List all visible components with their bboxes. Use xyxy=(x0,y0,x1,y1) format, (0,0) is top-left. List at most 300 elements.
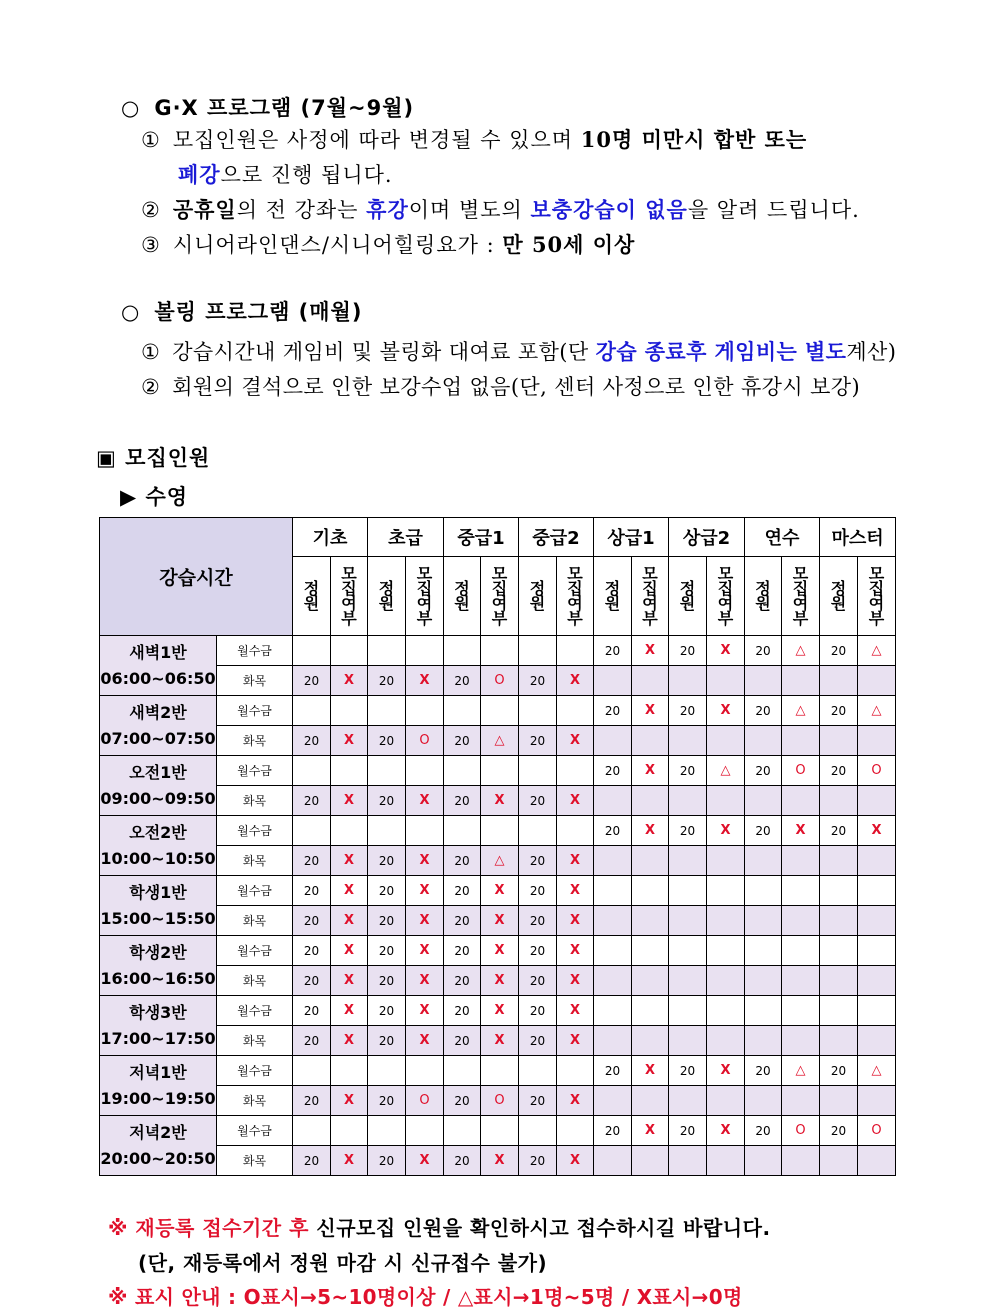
capacity-cell xyxy=(745,1146,782,1176)
capacity-cell xyxy=(820,666,858,696)
capacity-cell xyxy=(444,756,481,786)
table-row xyxy=(100,1146,896,1176)
gx-item-1-cont xyxy=(178,159,393,189)
capacity-cell xyxy=(519,636,557,666)
status-cell xyxy=(557,816,594,846)
status-cell: X xyxy=(331,786,368,816)
capacity-cell: 20 xyxy=(444,1086,481,1116)
day-label: 화목 xyxy=(217,906,293,936)
capacity-cell xyxy=(594,1026,632,1056)
status-cell xyxy=(406,696,444,726)
capacity-cell: 20 xyxy=(444,936,481,966)
capacity-cell xyxy=(745,726,782,756)
status-cell: X xyxy=(557,786,594,816)
capacity-cell: 20 xyxy=(745,816,782,846)
level-header: 기초 xyxy=(293,518,368,557)
table-row xyxy=(100,996,896,1026)
note-1-mark: ※ 재등록 접수기간 후 xyxy=(108,1216,309,1240)
capacity-cell xyxy=(368,756,406,786)
day-label: 화목 xyxy=(217,786,293,816)
table-row xyxy=(100,786,896,816)
status-cell xyxy=(782,786,820,816)
capacity-cell xyxy=(594,876,632,906)
table-row xyxy=(100,816,896,846)
capacity-cell: 20 xyxy=(293,786,331,816)
status-cell: X xyxy=(406,846,444,876)
capacity-cell xyxy=(745,1086,782,1116)
status-cell xyxy=(858,1146,896,1176)
capacity-cell: 20 xyxy=(444,786,481,816)
capacity-cell xyxy=(820,1026,858,1056)
circle-bullet-icon: ○ xyxy=(121,300,141,324)
status-cell xyxy=(632,876,669,906)
status-cell xyxy=(707,936,745,966)
capacity-cell xyxy=(820,786,858,816)
gx-item-3 xyxy=(141,229,635,259)
status-cell: O xyxy=(406,726,444,756)
capacity-cell: 20 xyxy=(368,876,406,906)
status-cell: X xyxy=(406,666,444,696)
status-cell: X xyxy=(331,966,368,996)
status-cell xyxy=(557,636,594,666)
capacity-cell: 20 xyxy=(669,696,707,726)
session-name: 학생1반 xyxy=(129,882,187,902)
status-cell xyxy=(632,666,669,696)
table-row xyxy=(100,936,896,966)
status-cell: X xyxy=(707,636,745,666)
capacity-cell: 20 xyxy=(368,966,406,996)
capacity-cell: 20 xyxy=(519,936,557,966)
capacity-cell: 20 xyxy=(519,1026,557,1056)
status-cell xyxy=(707,1086,745,1116)
capacity-cell xyxy=(444,1116,481,1146)
table-row xyxy=(100,966,896,996)
status-cell: X xyxy=(632,756,669,786)
status-header: 모 집 여 부 xyxy=(331,557,368,636)
capacity-cell: 20 xyxy=(519,846,557,876)
capacity-cell: 20 xyxy=(293,666,331,696)
capacity-cell xyxy=(594,846,632,876)
day-label: 월수금 xyxy=(217,876,293,906)
level-header: 초급 xyxy=(368,518,444,557)
status-cell xyxy=(481,636,519,666)
capacity-cell xyxy=(820,906,858,936)
capacity-cell: 20 xyxy=(444,906,481,936)
capacity-cell xyxy=(594,966,632,996)
status-cell: X xyxy=(707,1056,745,1086)
text-segment: 시니어라인댄스/시니어힐링요가 : xyxy=(172,233,503,257)
status-cell: X xyxy=(858,816,896,846)
status-header: 모 집 여 부 xyxy=(782,557,820,636)
capacity-cell: 20 xyxy=(293,1026,331,1056)
capacity-cell: 20 xyxy=(293,846,331,876)
capacity-cell xyxy=(669,1026,707,1056)
capacity-cell: 20 xyxy=(444,666,481,696)
table-row xyxy=(100,1116,896,1146)
status-cell xyxy=(632,1146,669,1176)
capacity-cell: 20 xyxy=(368,1146,406,1176)
capacity-cell: 20 xyxy=(444,966,481,996)
capacity-cell xyxy=(368,636,406,666)
status-cell: O xyxy=(858,1116,896,1146)
status-cell: X xyxy=(782,816,820,846)
day-label: 화목 xyxy=(217,726,293,756)
table-row xyxy=(100,636,896,666)
status-cell xyxy=(858,906,896,936)
text-segment: 휴강 xyxy=(366,197,409,222)
text-segment: 으로 진행 됩니다. xyxy=(220,163,393,187)
capacity-cell: 20 xyxy=(594,696,632,726)
capacity-cell xyxy=(519,696,557,726)
status-cell: X xyxy=(331,1026,368,1056)
status-cell: X xyxy=(557,1146,594,1176)
capacity-cell xyxy=(745,846,782,876)
capacity-cell xyxy=(444,636,481,666)
note-2: (단, 재등록에서 정원 마감 시 신규접수 불가) xyxy=(138,1251,548,1275)
capacity-cell: 20 xyxy=(519,966,557,996)
session-name: 학생3반 xyxy=(129,1002,187,1022)
capacity-cell: 20 xyxy=(745,1056,782,1086)
status-cell: X xyxy=(481,876,519,906)
status-cell xyxy=(481,1056,519,1086)
capacity-cell xyxy=(669,876,707,906)
capacity-cell: 20 xyxy=(669,636,707,666)
status-cell: O xyxy=(481,666,519,696)
status-cell: X xyxy=(557,846,594,876)
status-cell: X xyxy=(481,1146,519,1176)
level-header: 중급1 xyxy=(444,518,519,557)
capacity-cell xyxy=(293,636,331,666)
capacity-cell: 20 xyxy=(444,726,481,756)
level-header: 마스터 xyxy=(820,518,896,557)
capacity-cell xyxy=(745,936,782,966)
capacity-cell: 20 xyxy=(820,816,858,846)
status-cell: O xyxy=(782,756,820,786)
session-time: 07:00~07:50 xyxy=(100,728,216,748)
capacity-cell: 20 xyxy=(669,756,707,786)
status-cell: X xyxy=(557,876,594,906)
time-header: 강습시간 xyxy=(100,518,293,636)
capacity-cell xyxy=(594,666,632,696)
status-cell xyxy=(632,1026,669,1056)
status-cell xyxy=(481,756,519,786)
text-segment: 을 알려 드립니다. xyxy=(687,198,860,222)
status-header: 모 집 여 부 xyxy=(858,557,896,636)
status-header: 모 집 여 부 xyxy=(632,557,669,636)
status-cell: △ xyxy=(707,756,745,786)
capacity-cell: 20 xyxy=(368,846,406,876)
capacity-cell xyxy=(820,846,858,876)
capacity-cell: 20 xyxy=(293,876,331,906)
capacity-cell: 20 xyxy=(519,996,557,1026)
capacity-cell xyxy=(820,1146,858,1176)
table-row xyxy=(100,696,896,726)
table-row xyxy=(100,726,896,756)
status-cell: X xyxy=(331,726,368,756)
capacity-cell: 20 xyxy=(368,726,406,756)
status-cell: X xyxy=(632,1056,669,1086)
capacity-cell: 20 xyxy=(820,1056,858,1086)
status-cell xyxy=(481,816,519,846)
status-cell xyxy=(858,846,896,876)
status-cell: X xyxy=(331,666,368,696)
session-label xyxy=(100,936,217,996)
status-cell xyxy=(632,936,669,966)
capacity-cell: 20 xyxy=(368,996,406,1026)
capacity-cell xyxy=(293,756,331,786)
text-segment: 10명 미만시 합반 또는 xyxy=(580,127,808,152)
capacity-cell xyxy=(669,786,707,816)
capacity-cell xyxy=(820,936,858,966)
capacity-cell xyxy=(745,876,782,906)
status-cell: X xyxy=(557,726,594,756)
table-row xyxy=(100,1026,896,1056)
status-cell: △ xyxy=(782,696,820,726)
capacity-cell xyxy=(368,816,406,846)
status-cell xyxy=(858,1026,896,1056)
level-header: 중급2 xyxy=(519,518,594,557)
status-cell xyxy=(632,846,669,876)
capacity-cell xyxy=(444,816,481,846)
status-cell xyxy=(782,996,820,1026)
capacity-cell xyxy=(745,1026,782,1056)
capacity-header: 정 원 xyxy=(519,557,557,636)
status-header: 모 집 여 부 xyxy=(406,557,444,636)
status-cell: X xyxy=(331,876,368,906)
capacity-cell: 20 xyxy=(519,726,557,756)
capacity-cell: 20 xyxy=(594,816,632,846)
bowling-item-1 xyxy=(141,336,896,366)
table-row xyxy=(100,666,896,696)
status-cell: △ xyxy=(481,846,519,876)
text-segment: 계산) xyxy=(846,340,897,364)
capacity-cell xyxy=(669,666,707,696)
status-cell: O xyxy=(858,756,896,786)
status-cell xyxy=(782,726,820,756)
capacity-header: 정 원 xyxy=(745,557,782,636)
text-segment: 이며 별도의 xyxy=(408,198,531,222)
status-cell: O xyxy=(406,1086,444,1116)
session-label xyxy=(100,1116,217,1176)
capacity-cell xyxy=(444,696,481,726)
session-time: 15:00~15:50 xyxy=(100,908,216,928)
session-name: 학생2반 xyxy=(129,942,187,962)
capacity-cell xyxy=(293,816,331,846)
day-label: 화목 xyxy=(217,1086,293,1116)
capacity-cell: 20 xyxy=(444,1026,481,1056)
status-header: 모 집 여 부 xyxy=(707,557,745,636)
status-header: 모 집 여 부 xyxy=(557,557,594,636)
status-cell xyxy=(782,846,820,876)
capacity-header: 정 원 xyxy=(444,557,481,636)
status-cell xyxy=(782,906,820,936)
text-segment: 모집인원은 사정에 따라 변경될 수 있으며 xyxy=(172,128,581,152)
day-label: 월수금 xyxy=(217,1116,293,1146)
day-label: 월수금 xyxy=(217,936,293,966)
capacity-cell: 20 xyxy=(368,1026,406,1056)
status-cell xyxy=(707,906,745,936)
table-row xyxy=(100,756,896,786)
capacity-cell xyxy=(594,1086,632,1116)
status-cell: X xyxy=(632,816,669,846)
status-cell xyxy=(557,756,594,786)
status-cell: △ xyxy=(782,1056,820,1086)
capacity-cell: 20 xyxy=(444,1146,481,1176)
status-cell xyxy=(557,696,594,726)
table-row xyxy=(100,906,896,936)
status-cell: X xyxy=(707,816,745,846)
capacity-cell: 20 xyxy=(669,816,707,846)
status-cell xyxy=(707,1026,745,1056)
note-1-rest: 신규모집 인원을 확인하시고 접수하시길 바랍니다. xyxy=(308,1216,771,1240)
status-cell: △ xyxy=(782,636,820,666)
text-segment: 공휴일 xyxy=(172,197,237,222)
capacity-cell xyxy=(594,936,632,966)
capacity-cell: 20 xyxy=(745,696,782,726)
session-time: 10:00~10:50 xyxy=(100,848,216,868)
status-cell: X xyxy=(557,666,594,696)
status-cell xyxy=(707,966,745,996)
capacity-cell xyxy=(594,906,632,936)
status-cell xyxy=(406,756,444,786)
capacity-cell: 20 xyxy=(444,846,481,876)
capacity-cell xyxy=(368,1116,406,1146)
status-cell xyxy=(707,786,745,816)
status-cell xyxy=(782,1026,820,1056)
gx-heading-line xyxy=(121,92,414,122)
status-cell: X xyxy=(406,786,444,816)
status-cell xyxy=(858,786,896,816)
session-label xyxy=(100,636,217,696)
capacity-cell xyxy=(519,756,557,786)
session-label xyxy=(100,696,217,756)
capacity-cell xyxy=(669,1146,707,1176)
status-cell: △ xyxy=(858,1056,896,1086)
capacity-cell: 20 xyxy=(293,726,331,756)
session-name: 저녁2반 xyxy=(129,1122,187,1142)
capacity-cell: 20 xyxy=(519,666,557,696)
status-cell xyxy=(707,726,745,756)
item-number: ② xyxy=(141,375,161,399)
session-time: 06:00~06:50 xyxy=(100,668,216,688)
status-cell xyxy=(858,996,896,1026)
status-cell xyxy=(406,816,444,846)
status-cell xyxy=(632,1086,669,1116)
capacity-cell: 20 xyxy=(820,636,858,666)
capacity-cell: 20 xyxy=(669,1116,707,1146)
note-1 xyxy=(108,1212,771,1241)
capacity-cell: 20 xyxy=(519,876,557,906)
status-cell: X xyxy=(331,996,368,1026)
capacity-cell: 20 xyxy=(368,906,406,936)
day-label: 화목 xyxy=(217,966,293,996)
session-time: 20:00~20:50 xyxy=(100,1148,216,1168)
status-cell: X xyxy=(632,696,669,726)
note-3: ※ 표시 안내 : O표시→5~10명이상 / △표시→1명~5명 / X표시→0명 xyxy=(108,1285,743,1309)
session-time: 19:00~19:50 xyxy=(100,1088,216,1108)
swim-subtitle: ▶ 수영 xyxy=(120,485,189,509)
level-header: 연수 xyxy=(745,518,820,557)
capacity-cell xyxy=(745,786,782,816)
table-row xyxy=(100,876,896,906)
capacity-cell: 20 xyxy=(293,936,331,966)
status-cell: X xyxy=(406,966,444,996)
capacity-cell xyxy=(669,966,707,996)
status-cell: X xyxy=(481,1026,519,1056)
status-cell xyxy=(707,876,745,906)
status-cell xyxy=(331,1056,368,1086)
capacity-cell xyxy=(820,1086,858,1116)
status-cell xyxy=(782,1146,820,1176)
session-name: 오전2반 xyxy=(129,822,187,842)
capacity-cell xyxy=(820,996,858,1026)
table-row xyxy=(100,1056,896,1086)
capacity-cell: 20 xyxy=(820,696,858,726)
day-label: 월수금 xyxy=(217,636,293,666)
capacity-cell: 20 xyxy=(444,876,481,906)
capacity-cell: 20 xyxy=(594,1056,632,1086)
capacity-header: 정 원 xyxy=(368,557,406,636)
capacity-cell xyxy=(519,1056,557,1086)
status-cell: X xyxy=(557,936,594,966)
day-label: 월수금 xyxy=(217,696,293,726)
gx-item-2 xyxy=(141,194,860,224)
status-cell: O xyxy=(481,1086,519,1116)
capacity-cell: 20 xyxy=(293,1146,331,1176)
status-cell: X xyxy=(331,906,368,936)
status-header: 모 집 여 부 xyxy=(481,557,519,636)
capacity-cell xyxy=(745,966,782,996)
session-time: 16:00~16:50 xyxy=(100,968,216,988)
session-name: 저녁1반 xyxy=(129,1062,187,1082)
status-cell xyxy=(858,966,896,996)
status-cell xyxy=(782,666,820,696)
capacity-cell xyxy=(669,726,707,756)
text-segment: 회원의 결석으로 인한 보강수업 없음(단, 센터 사정으로 인한 휴강시 보강) xyxy=(172,375,861,399)
status-cell: X xyxy=(481,936,519,966)
status-cell xyxy=(557,1056,594,1086)
capacity-cell: 20 xyxy=(444,996,481,1026)
capacity-cell xyxy=(293,1056,331,1086)
status-cell: X xyxy=(406,1026,444,1056)
text-segment: 강습시간내 게임비 및 볼링화 대여료 포함(단 xyxy=(172,340,596,364)
status-cell xyxy=(858,666,896,696)
session-label xyxy=(100,1056,217,1116)
session-label xyxy=(100,876,217,936)
status-cell: X xyxy=(557,906,594,936)
capacity-cell: 20 xyxy=(368,1086,406,1116)
capacity-header: 정 원 xyxy=(820,557,858,636)
capacity-cell xyxy=(669,996,707,1026)
status-cell xyxy=(782,966,820,996)
circle-bullet-icon: ○ xyxy=(121,96,141,120)
status-cell: X xyxy=(707,696,745,726)
status-cell: △ xyxy=(481,726,519,756)
status-cell: △ xyxy=(858,636,896,666)
status-cell xyxy=(632,786,669,816)
day-label: 월수금 xyxy=(217,756,293,786)
capacity-header: 정 원 xyxy=(594,557,632,636)
status-cell xyxy=(331,696,368,726)
capacity-cell xyxy=(368,696,406,726)
capacity-cell xyxy=(745,666,782,696)
status-cell xyxy=(858,1086,896,1116)
text-segment: 만 50세 이상 xyxy=(502,232,636,257)
status-cell: X xyxy=(557,996,594,1026)
gx-item-1 xyxy=(141,124,807,154)
status-cell xyxy=(632,996,669,1026)
bowling-item-2 xyxy=(141,371,860,401)
